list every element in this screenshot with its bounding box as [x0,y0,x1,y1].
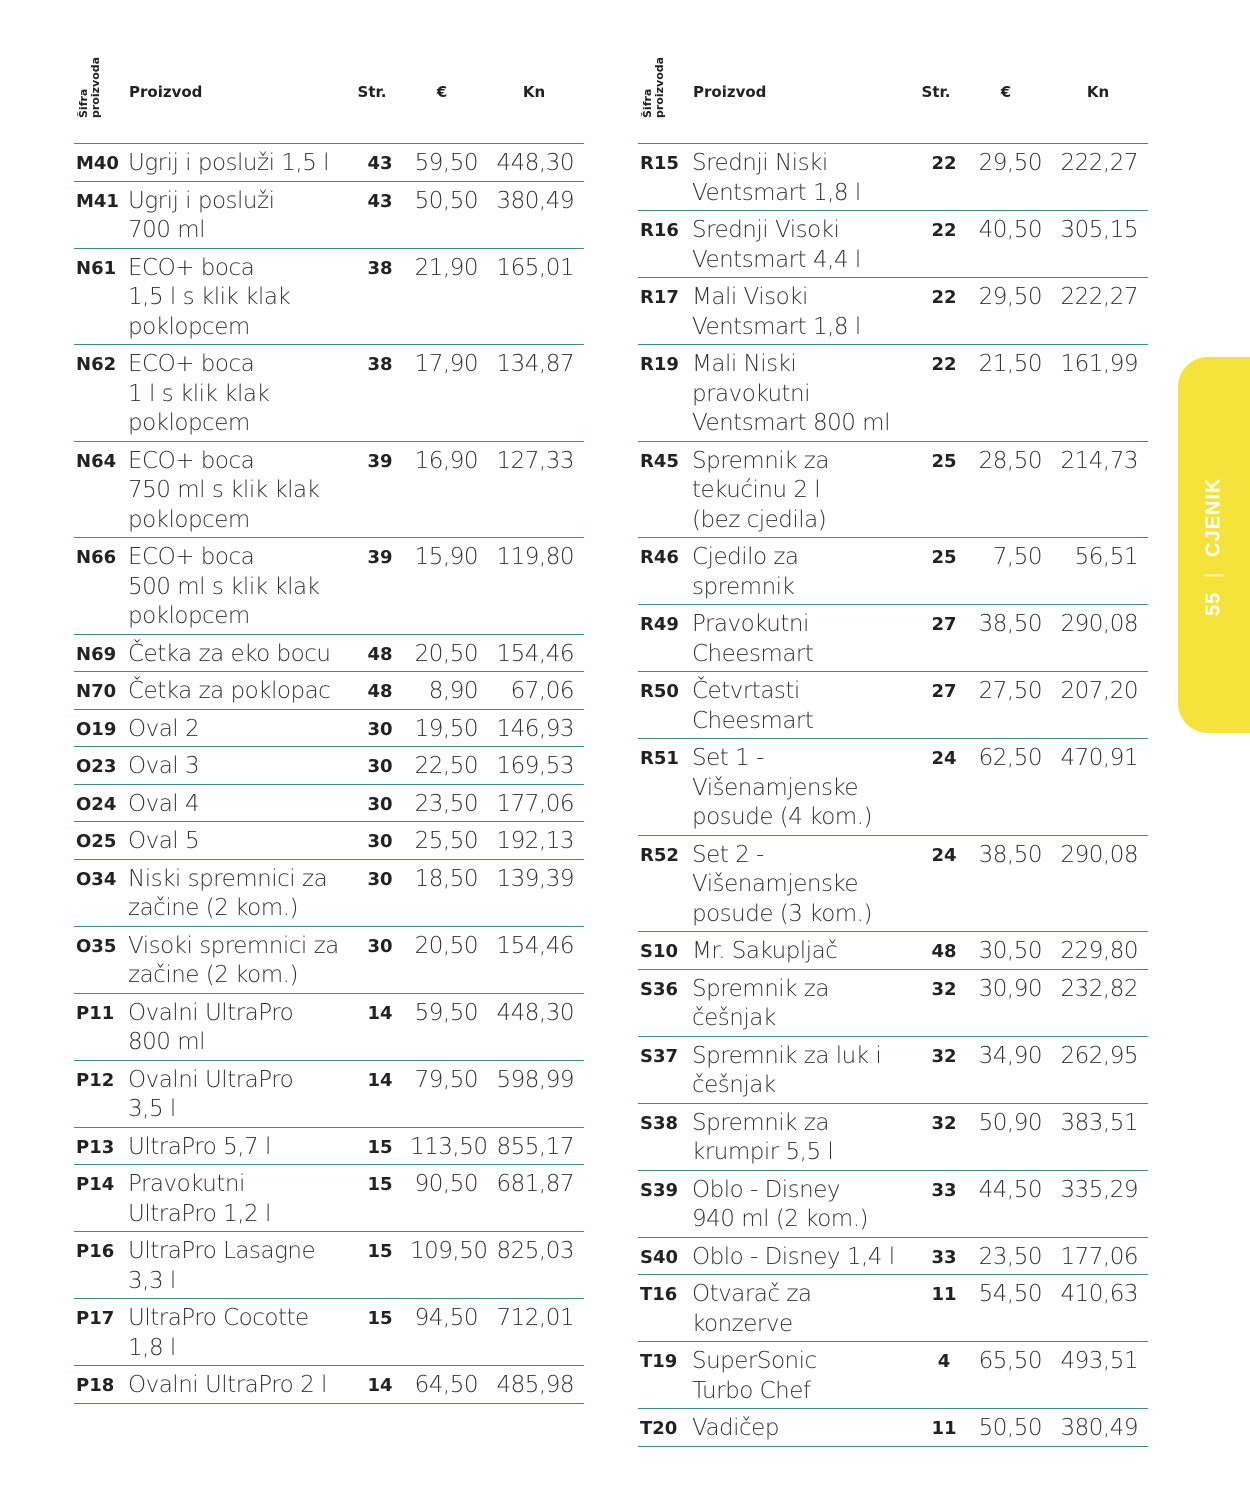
product-name: Mali Visoki Ventsmart 1,8 l [692,284,861,340]
product-name: Srednji Visoki Ventsmart 4,4 l [692,217,861,273]
table-row [74,1128,584,1166]
price-eur: 15,90 [414,544,478,570]
price-eur: 79,50 [414,1066,478,1093]
page-ref: 38 [367,257,393,279]
price-kn: 681,87 [496,1171,574,1197]
table-row [74,1232,584,1299]
product-code: T16 [640,1284,678,1305]
product-name: Mr. Sakupljač [692,938,838,964]
product-code: M40 [76,153,119,174]
price-eur: 44,50 [978,1176,1042,1203]
product-name: Oval 2 [128,715,200,742]
product-name: Oval 3 [128,753,200,779]
product-name: Ovalni UltraPro 800 ml [128,999,294,1055]
product-name: Oblo - Disney 940 ml (2 kom.) [692,1176,868,1232]
price-eur: 59,50 [414,999,478,1026]
table-body [638,144,1148,1447]
product-code: P14 [76,1174,115,1195]
header-eur: € [1000,83,1012,101]
table-row [74,1061,584,1128]
product-name: Srednji Niski Ventsmart 1,8 l [692,150,861,206]
page-ref: 27 [931,614,957,635]
price-eur: 38,50 [978,841,1042,868]
price-eur: 20,50 [414,932,478,959]
table-header [74,0,584,144]
product-code: O19 [76,718,117,740]
product-code: P17 [76,1308,115,1329]
table-row [74,994,584,1061]
product-code: N62 [76,354,117,375]
product-name: Oval 5 [128,828,200,854]
table-row [638,836,1148,933]
page-ref: 30 [367,831,393,852]
price-kn: 154,46 [496,640,574,667]
product-name: UltraPro Cocotte 1,8 l [128,1305,309,1361]
product-code: R19 [640,354,679,375]
product-code: R52 [640,844,679,866]
page-ref: 15 [367,1136,393,1158]
product-name: Ovalni UltraPro 2 l [128,1372,327,1398]
price-kn: 380,49 [496,187,574,214]
price-eur: 16,90 [414,447,478,474]
price-kn: 855,17 [496,1133,574,1160]
product-code: P13 [76,1136,115,1158]
price-kn: 380,49 [1060,1415,1138,1441]
page-ref: 27 [931,681,957,702]
price-eur: 7,50 [992,544,1042,570]
product-name: ECO+ boca 750 ml s klik klak poklopcem [128,447,320,533]
price-eur: 109,50 [410,1238,488,1264]
product-code: P12 [76,1069,115,1091]
price-eur: 50,90 [978,1109,1042,1136]
product-name: Spremnik za češnjak [692,975,829,1031]
price-eur: 20,50 [414,640,478,667]
price-kn: 290,08 [1060,841,1138,868]
price-kn: 207,20 [1060,678,1138,704]
product-name: Spremnik za luk i češnjak [692,1042,882,1098]
product-code: O34 [76,868,117,890]
table-row [74,672,584,710]
product-name: Oblo - Disney 1,4 l [692,1243,895,1270]
page-ref: 30 [367,935,393,957]
product-name: Set 1 - Višenamjenske posude (4 kom.) [692,745,872,830]
product-name: ECO+ boca 1 l s klik klak poklopcem [128,351,270,436]
price-kn: 335,29 [1060,1176,1138,1203]
price-eur: 18,50 [414,865,478,892]
table-row [74,785,584,823]
price-eur: 29,50 [978,284,1042,310]
product-name: Niski spremnici za začine (2 kom.) [128,865,328,921]
product-code: N61 [76,257,117,279]
price-eur: 40,50 [978,217,1042,243]
product-code: R46 [640,547,679,568]
product-code: O25 [76,831,117,852]
price-table-left [74,0,584,1404]
table-row [638,1238,1148,1276]
price-eur: 23,50 [414,790,478,817]
product-name: Ugrij i posluži 1,5 l [128,150,330,176]
product-name: Oval 4 [128,790,200,817]
product-code: N66 [76,547,117,568]
header-kn: Kn [522,83,546,101]
table-row [74,182,584,249]
price-eur: 23,50 [978,1243,1042,1270]
table-row [638,1342,1148,1409]
table-row [638,442,1148,539]
product-code: S40 [640,1246,679,1268]
product-name: Ugrij i posluži 700 ml [128,187,275,243]
page-ref: 22 [931,153,957,174]
page-ref: 32 [931,978,957,1000]
price-eur: 30,50 [978,938,1042,964]
price-eur: 90,50 [414,1171,478,1197]
table-row [638,1409,1148,1447]
product-name: Ovalni UltraPro 3,5 l [128,1066,294,1122]
product-code: P16 [76,1241,115,1262]
product-code: R16 [640,220,679,241]
product-name: Spremnik za tekućinu 2 l (bez cjedila) [692,447,829,533]
product-name: Pravokutni UltraPro 1,2 l [128,1171,271,1227]
product-code: N69 [76,643,117,665]
table-row [74,747,584,785]
page-ref: 32 [931,1112,957,1134]
table-header [638,0,1148,144]
product-name: Set 2 - Višenamjenske posude (3 kom.) [692,841,872,927]
price-kn: 177,06 [1060,1243,1138,1270]
product-code: O35 [76,935,117,957]
table-row [74,860,584,927]
table-row [74,1165,584,1232]
product-name: ECO+ boca 500 ml s klik klak poklopcem [128,544,320,629]
price-kn: 154,46 [496,932,574,959]
page-ref: 25 [931,547,957,568]
price-eur: 8,90 [428,678,478,704]
table-row [638,1037,1148,1104]
product-name: Vadičep [692,1415,779,1441]
price-eur: 21,90 [414,254,478,281]
table-row [638,1275,1148,1342]
table-row [638,211,1148,278]
table-body [74,144,584,1404]
price-kn: 598,99 [496,1066,574,1093]
table-row [74,822,584,860]
price-eur: 54,50 [978,1281,1042,1307]
price-eur: 94,50 [414,1305,478,1331]
price-kn: 134,87 [496,351,574,377]
product-name: Četka za poklopac [128,678,331,704]
price-kn: 383,51 [1060,1109,1138,1136]
price-eur: 30,90 [978,975,1042,1002]
table-row [74,635,584,673]
table-row [74,927,584,994]
product-name: Visoki spremnici za začine (2 kom.) [128,932,339,988]
page-ref: 14 [367,1069,393,1091]
page-ref: 22 [931,220,957,241]
page-ref: 48 [367,681,393,702]
page-ref: 14 [367,1002,393,1024]
price-kn: 232,82 [1060,975,1138,1002]
product-code: P11 [76,1002,115,1024]
page-ref: 32 [931,1045,957,1067]
table-row [638,278,1148,345]
price-kn: 222,27 [1060,150,1138,176]
price-eur: 22,50 [414,753,478,779]
price-eur: 62,50 [978,745,1042,771]
product-code: R49 [640,614,679,635]
page-ref: 22 [931,354,957,375]
table-row [74,1366,584,1404]
header-page: Str. [357,83,387,101]
table-row [74,538,584,635]
page-ref: 30 [367,793,393,815]
table-row [638,672,1148,739]
page-ref: 39 [367,450,393,472]
page-ref: 33 [931,1179,957,1201]
product-code: R15 [640,153,679,174]
product-code: P18 [76,1375,115,1396]
page-ref: 30 [367,868,393,890]
product-code: R17 [640,287,679,308]
product-code: O23 [76,756,117,777]
price-kn: 139,39 [496,865,574,892]
page-ref: 30 [367,756,393,777]
product-name: Četka za eko bocu [128,640,331,667]
page-ref: 14 [367,1375,393,1396]
product-code: T20 [640,1418,678,1439]
table-row [638,1104,1148,1171]
page-ref: 30 [367,718,393,740]
product-code: S37 [640,1045,679,1067]
table-row [638,970,1148,1037]
price-table-right [638,0,1148,1447]
header-product: Proizvod [129,83,203,101]
page-ref: 43 [367,153,393,174]
price-eur: 50,50 [978,1415,1042,1441]
product-name: Četvrtasti Cheesmart [692,678,814,734]
product-code: S38 [640,1112,679,1134]
price-kn: 448,30 [496,999,574,1026]
price-kn: 67,06 [510,678,574,704]
product-code: R51 [640,748,679,769]
price-kn: 410,63 [1060,1281,1138,1307]
price-eur: 65,50 [978,1348,1042,1374]
header-product: Proizvod [693,83,767,101]
page-ref: 38 [367,354,393,375]
section-tab-text [1199,397,1229,697]
price-kn: 712,01 [496,1305,574,1331]
product-name: Spremnik za krumpir 5,5 l [692,1109,834,1165]
product-name: UltraPro Lasagne 3,3 l [128,1238,316,1294]
section-tab [1178,357,1250,733]
price-kn: 177,06 [496,790,574,817]
price-kn: 214,73 [1060,447,1138,474]
price-kn: 305,15 [1060,217,1138,243]
page-ref: 48 [931,941,957,962]
table-row [638,932,1148,970]
page-ref: 15 [367,1308,393,1329]
price-kn: 493,51 [1060,1348,1138,1374]
table-row [74,710,584,748]
product-code: N64 [76,450,117,472]
price-kn: 229,80 [1060,938,1138,964]
product-code: T19 [640,1351,678,1372]
product-code: S39 [640,1179,679,1201]
header-code: Šifra proizvoda [641,56,666,118]
price-eur: 29,50 [978,150,1042,176]
product-name: Mali Niski pravokutni Ventsmart 800 ml [692,351,890,436]
page-ref: 11 [931,1284,957,1305]
price-kn: 169,53 [496,753,574,779]
price-kn: 192,13 [496,828,574,854]
price-kn: 56,51 [1074,544,1138,570]
price-eur: 28,50 [978,447,1042,474]
page-ref: 33 [931,1246,957,1268]
table-row [638,739,1148,836]
table-row [638,538,1148,605]
page-ref: 24 [931,748,957,769]
page-ref: 15 [367,1241,393,1262]
product-code: S10 [640,941,679,962]
product-name: Cjedilo za spremnik [692,544,799,600]
product-code: N70 [76,681,117,702]
page-ref: 11 [931,1418,957,1439]
price-kn: 262,95 [1060,1042,1138,1069]
table-row [74,345,584,442]
price-eur: 113,50 [410,1133,488,1160]
header-page: Str. [921,83,951,101]
page-ref: 4 [937,1351,951,1372]
price-eur: 50,50 [414,187,478,214]
header-code: Šifra proizvoda [77,56,102,118]
page-ref: 43 [367,190,393,212]
page-ref: 15 [367,1174,393,1195]
price-kn: 119,80 [496,544,574,570]
page-ref: 39 [367,547,393,568]
price-kn: 161,99 [1060,351,1138,377]
price-kn: 825,03 [496,1238,574,1264]
section-label: CJENIK [1202,478,1225,558]
price-kn: 485,98 [496,1372,574,1398]
price-kn: 470,91 [1060,745,1138,771]
table-row [74,144,584,182]
price-eur: 38,50 [978,611,1042,637]
page-ref: 48 [367,643,393,665]
price-eur: 25,50 [414,828,478,854]
table-row [638,605,1148,672]
product-code: R50 [640,681,679,702]
tab-separator: | [1202,571,1225,578]
table-row [74,249,584,346]
product-code: S36 [640,978,679,1000]
product-name: Pravokutni Cheesmart [692,611,814,667]
header-kn: Kn [1086,83,1110,101]
price-kn: 290,08 [1060,611,1138,637]
price-kn: 448,30 [496,150,574,176]
price-eur: 21,50 [978,351,1042,377]
price-kn: 146,93 [496,715,574,742]
table-row [74,1299,584,1366]
price-eur: 27,50 [978,678,1042,704]
header-eur: € [436,83,448,101]
page-ref: 22 [931,287,957,308]
price-kn: 222,27 [1060,284,1138,310]
product-name: SuperSonic Turbo Chef [692,1348,817,1404]
product-name: UltraPro 5,7 l [128,1133,271,1160]
table-row [638,144,1148,211]
table-row [638,345,1148,442]
price-eur: 64,50 [414,1372,478,1398]
page-number: 55 [1202,591,1225,616]
price-kn: 127,33 [496,447,574,474]
price-eur: 17,90 [414,351,478,377]
page-ref: 24 [931,844,957,866]
product-code: O24 [76,793,117,815]
table-row [74,442,584,539]
price-kn: 165,01 [496,254,574,281]
product-code: R45 [640,450,679,472]
product-name: Otvarač za konzerve [692,1281,812,1337]
price-eur: 34,90 [978,1042,1042,1069]
price-eur: 19,50 [414,715,478,742]
price-eur: 59,50 [414,150,478,176]
page-ref: 25 [931,450,957,472]
table-row [638,1171,1148,1238]
product-code: M41 [76,190,119,212]
product-name: ECO+ boca 1,5 l s klik klak poklopcem [128,254,291,340]
